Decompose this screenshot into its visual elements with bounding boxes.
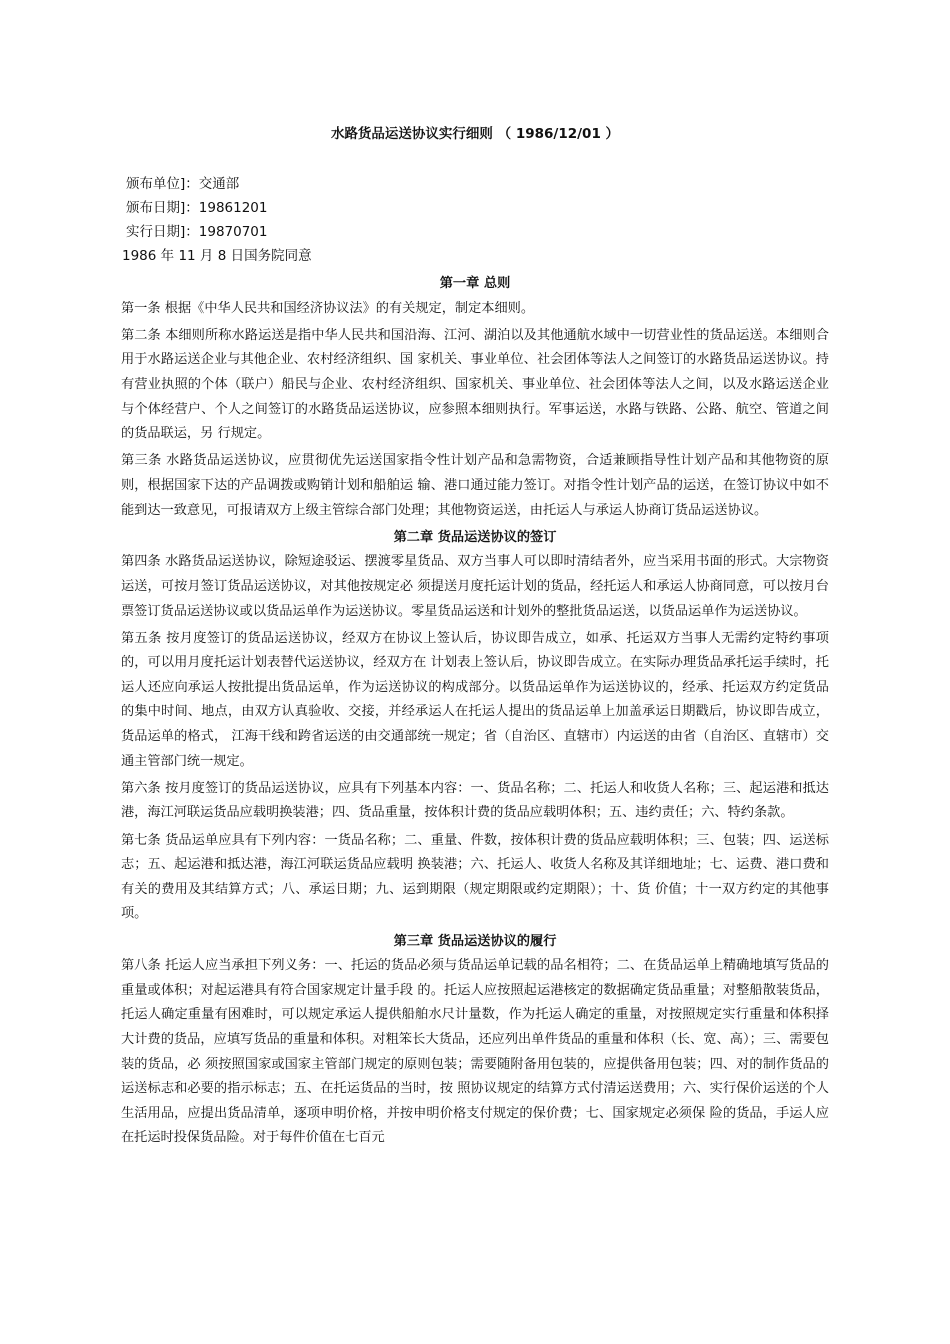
chapter-2-heading: 第二章 货品运送协议的签订	[393, 529, 557, 545]
article-2: 第二条 本细则所称水路运送是指中华人民共和国沿海、江河、湖泊以及其他通航水域中一切营业性的货品运送。本细则合用于水路运送企业与其他企业、农村经济组织、国 家机关、事业单位、社会团体等法人之间签订的水路货品运送协议。持有营业执照的个体（联户）船民与企业、农村经济组织、国家机关、事业单位、社会团体等法人之间，以及水路运送企业与个体经营户、个人之间签订的水路货品运送协议，应参照本细则执行。军事运送，水路与铁路、公路、航空、管道之间的货品联运，另 行规定。	[121, 327, 829, 442]
article-4: 第四条 水路货品运送协议，除短途驳运、摆渡零星货品、双方当事人可以即时清结者外，应当采用书面的形式。大宗物资运送，可按月签订货品运送协议，对其他按规定必 须提送月度托运计划的货品，经托运人和承运人协商同意，可以按月台票签订货品运送协议或以货品运单作为运送协议。零星货品运送和计划外的整批货品运送，以货品运单作为运送协议。	[121, 554, 829, 619]
article-3: 第三条 水路货品运送协议，应贯彻优先运送国家指令性计划产品和急需物资，合适兼顾指导性计划产品和其他物资的原则，根据国家下达的产品调拨或购销计划和船舶运 输、港口通过能力签订。对指令性计划产品的运送，在签订协议中如不能到达一致意见，可报请双方上级主管综合部门处理；其他物资运送，由托运人与承运人协商订货品运送协议。	[121, 453, 829, 518]
article-8: 第八条 托运人应当承担下列义务：一、托运的货品必须与货品运单记载的品名相符；二、在货品运单上精确地填写货品的重量或体积；对起运港具有符合国家规定计量手段 的。托运人应按照起运港核定的数据确定货品重量；对整船散装货品，托运人确定重量有困难时，可以规定承运人提供船舶水尺计量数，作为托运人确定的重量，对按照规定实行重量和体积择大计费的货品，应填写货品的重量和体积。对粗笨长大货品，还应列出单件货品的重量和体积（长、宽、高）；三、需要包装的货品，必 须按照国家或国家主管部门规定的原则包装；需要随附备用包装的，应提供备用包装；四、对的制作货品的运送标志和必要的指示标志；五、在托运货品的当时，按 照协议规定的结算方式付清运送费用；六、实行保价运送的个人生活用品，应提出货品清单，逐项申明价格，并按申明价格支付规定的保价费；七、国家规定必须保 险的货品，手运人应在托运时投保货品险。对于每件价值在七百元	[121, 958, 829, 1146]
document-body	[121, 272, 829, 1154]
issue-date-line: 颁布日期]：19861201	[126, 200, 268, 216]
chapter-3-heading: 第三章 货品运送协议的履行	[393, 933, 557, 949]
article-7: 第七条 货品运单应具有下列内容：一货品名称；二、重量、件数，按体积计费的货品应载明体积；三、包装；四、运送标志；五、起运港和抵达港，海江河联运货品应载明 换装港；六、托运人、收货人名称及其详细地址；七、运费、港口费和有关的费用及其结算方式；八、承运日期；九、运到期限（规定期限或约定期限）；十、货 价值；十一双方约定的其他事项。	[121, 832, 829, 922]
document-title: 水路货品运送协议实行细则 （ 1986/12/01 ）	[330, 126, 620, 142]
article-5: 第五条 按月度签订的货品运送协议，经双方在协议上签认后，协议即告成立，如承、托运双方当事人无需约定特约事项的，可以用月度托运计划表替代运送协议，经双方在 计划表上签认后，协议即告成立。在实际办理货品承托运手续时，托运人还应向承运人按批提出货品运单，作为运送协议的构成部分。以货品运单作为运送协议的，经承、托运双方约定货品的集中时间、地点，由双方认真验收、交接，并经承运人在托运人提出的货品运单上加盖承运日期戳后，协议即告成立，货品运单的格式， 江海干线和跨省运送的由交通部统一规定；省（自治区、直辖市）内运送的由省（自治区、直辖市）交通主管部门统一规定。	[121, 630, 829, 769]
article-1: 第一条 根据《中华人民共和国经济协议法》的有关规定，制定本细则。	[121, 300, 535, 316]
chapter-1-heading: 第一章 总则	[439, 276, 511, 291]
approval-line: 1986 年 11 月 8 日国务院同意	[122, 248, 312, 264]
effective-date-line: 实行日期]：19870701	[126, 224, 268, 240]
article-6: 第六条 按月度签订的货品运送协议，应具有下列基本内容：一、货品名称；二、托运人和收货人名称；三、起运港和抵达港，海江河联运货品应载明换装港；四、货品重量，按体积计费的货品应载明体积；五、违约责任；六、特约条款。	[121, 780, 829, 821]
issuer-line: 颁布单位]：交通部	[126, 176, 240, 192]
